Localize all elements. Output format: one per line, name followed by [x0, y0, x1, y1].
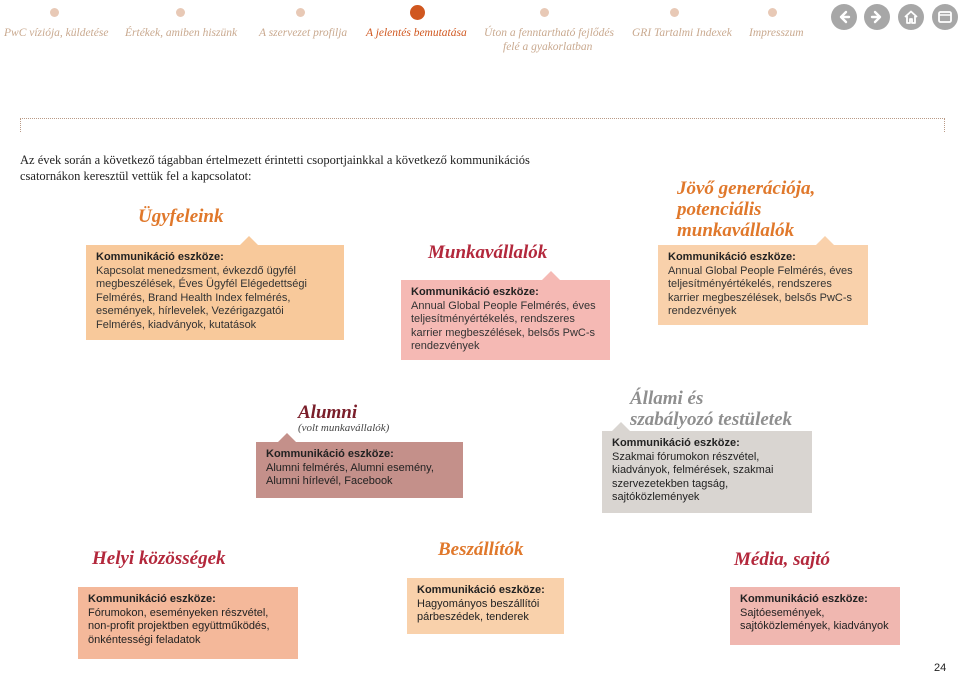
nav-dot[interactable]: [768, 8, 777, 17]
home-button[interactable]: [898, 4, 924, 30]
callout-notch: [816, 236, 834, 245]
divider-tick: [20, 118, 21, 132]
group-title-alumni: Alumni: [298, 402, 358, 423]
nav-item-ertekek[interactable]: Értékek, amiben hiszünk: [125, 27, 238, 39]
divider: [20, 118, 945, 119]
top-navigation: [0, 0, 960, 70]
box-label: Kommunikáció eszköze:: [612, 437, 740, 449]
box-label: Kommunikáció eszköze:: [411, 286, 539, 298]
box-text: Fórumokon, eseményeken részvétel, non-profit projektben együttműködés, önkéntességi feladatok: [88, 606, 270, 646]
box-text: Sajtóesemények, sajtóközlemények, kiadványok: [740, 606, 889, 632]
callout-notch: [278, 433, 296, 442]
nav-progress-dots: [40, 8, 780, 18]
forward-button[interactable]: [864, 4, 890, 30]
back-button[interactable]: [831, 4, 857, 30]
group-title-munkavallalok: Munkavállalók: [428, 242, 548, 263]
box-label: Kommunikáció eszköze:: [417, 584, 545, 596]
nav-dot[interactable]: [50, 8, 59, 17]
group-title-media: Média, sajtó: [734, 549, 831, 570]
nav-item-gri[interactable]: GRI Tartalmi Indexek: [632, 27, 732, 39]
box-label: Kommunikáció eszköze:: [740, 593, 868, 605]
nav-dot[interactable]: [176, 8, 185, 17]
group-title-ugyfeleink: Ügyfeleink: [138, 206, 224, 227]
group-title-jovo-line2: potenciális: [677, 199, 762, 220]
group-title-allami-line1: Állami és: [630, 388, 704, 409]
nav-item-fenntarthato[interactable]: Úton a fenntartható fejlődés: [484, 27, 615, 39]
box-allami: [602, 431, 812, 513]
box-label: Kommunikáció eszköze:: [668, 251, 796, 263]
box-text: Annual Global People Felmérés, éves teljesítményértékelés, rendszeres karrier megbeszélések, belsős PwC-s rendezvények: [668, 264, 853, 317]
box-text: Alumni felmérés, Alumni esemény, Alumni hírlevél, Facebook: [266, 461, 434, 487]
nav-item-vizio[interactable]: PwC víziója, küldetése: [4, 27, 109, 39]
home-icon: [903, 9, 919, 25]
intro-text: Az évek során a következő tágabban értelmezett érintetti csoportjainkkal a következő kommunikációs csatornákon keresztül vettük fel a kapcsolatot:: [20, 153, 530, 183]
box-helyi: [78, 587, 298, 659]
nav-dot-active[interactable]: [410, 5, 425, 20]
page-number: 24: [934, 662, 947, 674]
window-button[interactable]: [932, 4, 958, 30]
box-munkavallalok: [401, 280, 610, 360]
nav-dot[interactable]: [670, 8, 679, 17]
box-ugyfeleink: [86, 245, 344, 340]
group-title-jovo-line3: munkavállalók: [677, 220, 795, 241]
nav-item-fenntarthato-line2[interactable]: felé a gyakorlatban: [503, 41, 593, 53]
window-icon: [937, 9, 953, 25]
nav-item-jelentes[interactable]: A jelentés bemutatása: [366, 27, 467, 39]
box-label: Kommunikáció eszköze:: [266, 448, 394, 460]
box-label: Kommunikáció eszköze:: [96, 251, 224, 263]
group-title-jovo-line1: Jövő generációja,: [677, 178, 816, 199]
box-text: Annual Global People Felmérés, éves teljesítményértékelés, rendszeres karrier megbeszélések, belsős PwC-s rendezvények: [411, 299, 596, 352]
group-subtitle-alumni: (volt munkavállalók): [298, 422, 390, 434]
group-title-helyi: Helyi közösségek: [92, 548, 226, 569]
arrow-left-icon: [836, 9, 852, 25]
nav-dot[interactable]: [540, 8, 549, 17]
box-media: [730, 587, 900, 645]
callout-notch: [542, 271, 560, 280]
nav-item-impresszum[interactable]: Impresszum: [749, 27, 804, 39]
box-text: Szakmai fórumokon részvétel, kiadványok, felmérések, szakmai szervezetekben tagság, sajtóközlemények: [612, 450, 774, 503]
box-alumni: [256, 442, 463, 498]
callout-notch: [240, 236, 258, 245]
group-title-allami-line2: szabályozó testületek: [630, 409, 793, 430]
callout-notch: [612, 422, 630, 431]
nav-item-profil[interactable]: A szervezet profilja: [259, 27, 348, 39]
nav-dot[interactable]: [296, 8, 305, 17]
box-label: Kommunikáció eszköze:: [88, 593, 216, 605]
arrow-right-icon: [869, 9, 885, 25]
group-title-beszallitok: Beszállítók: [438, 539, 524, 560]
box-text: Hagyományos beszállítói párbeszédek, tenderek: [417, 597, 540, 623]
box-beszallitok: [407, 578, 564, 634]
divider-tick: [944, 118, 945, 132]
box-jovo: [658, 245, 868, 325]
box-text: Kapcsolat menedzsment, évkezdő ügyfél megbeszélések, Éves Ügyfél Elégedettségi Felmérés, Brand Health Index felmérés, események, hírlevelek, Vezérigazgatói Felmérés, kiadványok, kutatások: [96, 264, 307, 331]
